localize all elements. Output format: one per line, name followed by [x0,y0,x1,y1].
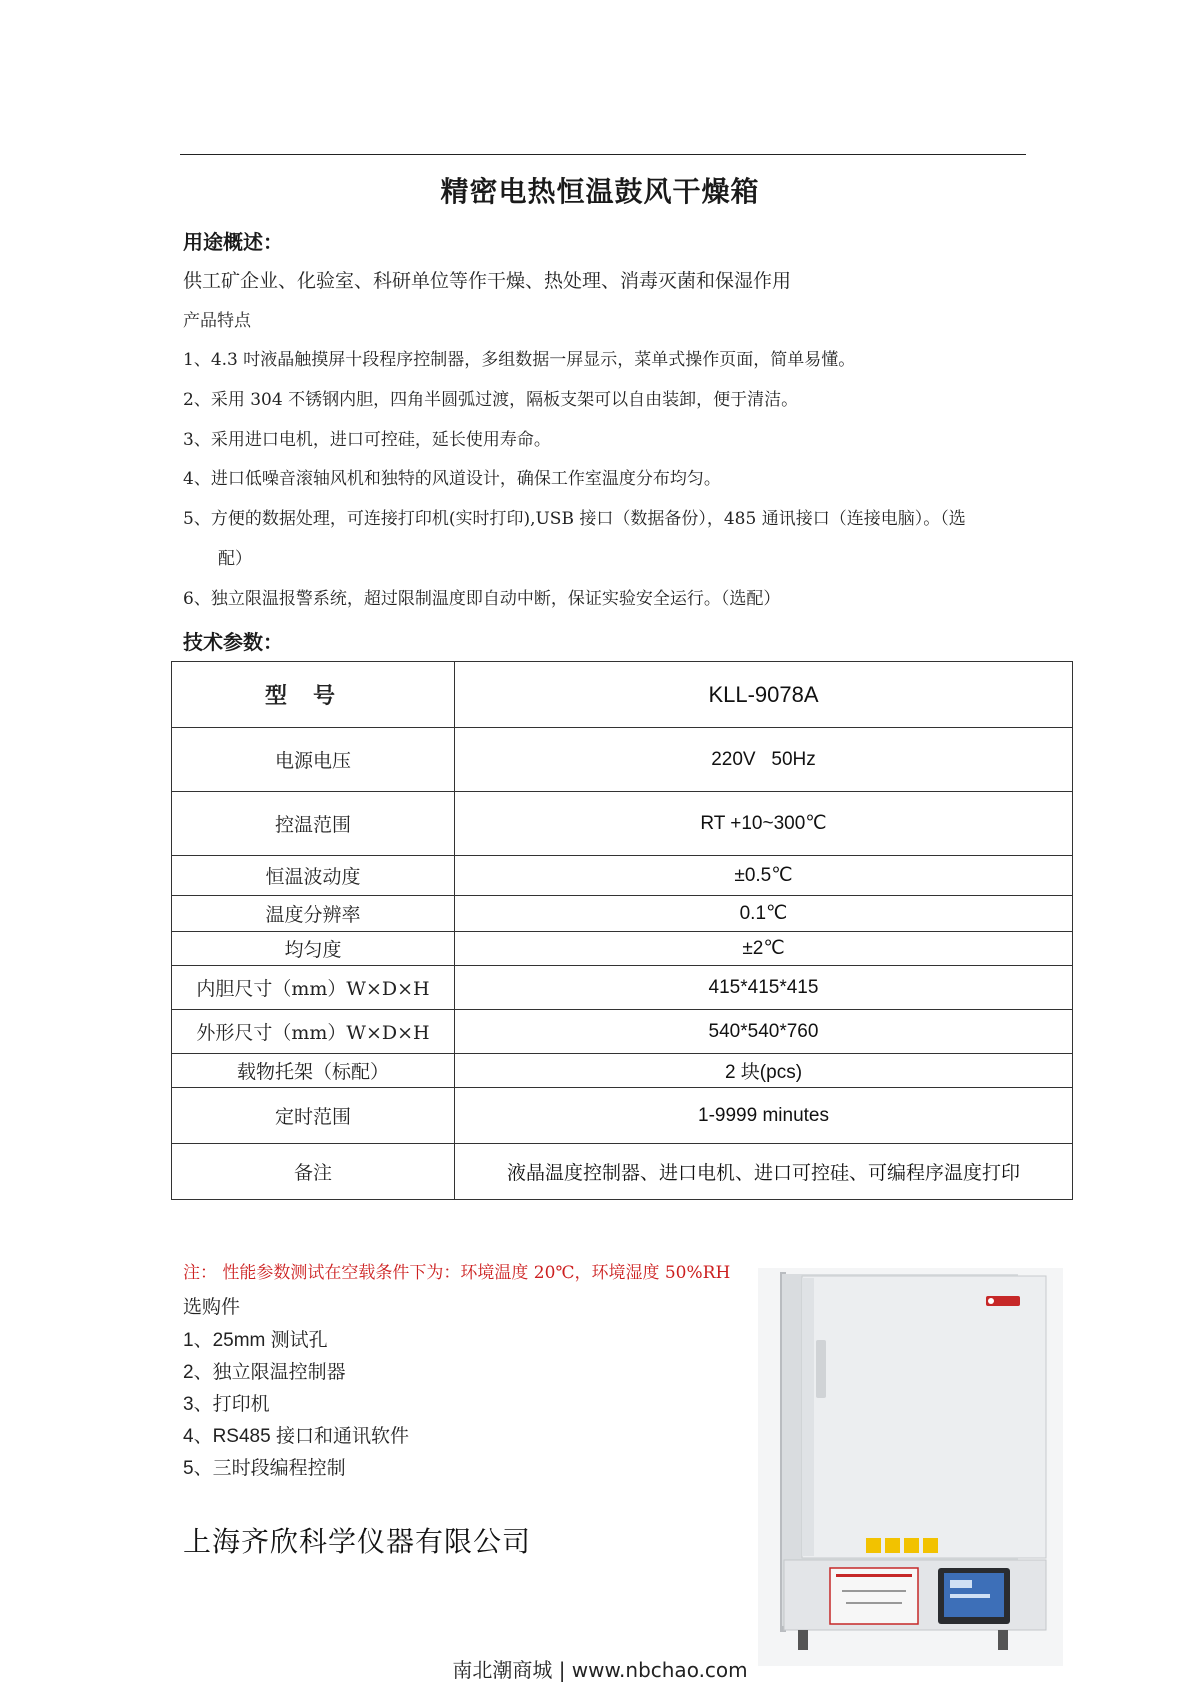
spec-value: 液晶温度控制器、进口电机、进口可控硅、可编程序温度打印 [455,1144,1073,1200]
table-row [172,896,1073,932]
feature-item: 4、进口低噪音滚轴风机和独特的风道设计，确保工作室温度分布均匀。 [183,469,721,489]
drying-oven-photo [758,1268,1063,1666]
option-item: 2、独立限温控制器 [183,1362,346,1383]
table-row [172,792,1073,856]
top-rule [180,154,1026,155]
feature-item: 3、采用进口电机，进口可控硅，延长使用寿命。 [183,430,551,450]
spec-key: 定时范围 [172,1088,455,1144]
footer-watermark: 南北潮商城 | www.nbchao.com [452,1658,748,1682]
spec-key: 控温范围 [172,792,455,856]
table-row [172,932,1073,966]
feature-item-continuation: 配） [218,549,252,569]
table-row [172,1054,1073,1088]
table-row [172,1088,1073,1144]
spec-value: 540*540*760 [455,1010,1073,1054]
spec-value: ±2℃ [455,932,1073,966]
table-row [172,1144,1073,1200]
options-heading: 选购件 [183,1297,241,1318]
feature-item: 2、采用 304 不锈钢内胆，四角半圆弧过渡，隔板支架可以自由装卸，便于清洁。 [183,390,799,410]
table-row [172,662,1073,728]
spec-value: 415*415*415 [455,966,1073,1010]
spec-value: RT +10~300℃ [455,792,1073,856]
spec-value: 1-9999 minutes [455,1088,1073,1144]
table-row [172,856,1073,896]
spec-value: ±0.5℃ [455,856,1073,896]
table-row [172,728,1073,792]
spec-value: KLL-9078A [455,662,1073,728]
spec-key: 备注 [172,1144,455,1200]
company-name: 上海齐欣科学仪器有限公司 [183,1525,532,1558]
option-item: 1、25mm 测试孔 [183,1330,328,1351]
usage-heading: 用途概述： [183,230,283,254]
spec-key: 温度分辨率 [172,896,455,932]
spec-key: 型号 [172,662,455,728]
spec-value: 2 块(pcs) [455,1054,1073,1088]
spec-key: 内胆尺寸（mm）W×D×H [172,966,455,1010]
spec-key: 载物托架（标配） [172,1054,455,1088]
table-row [172,966,1073,1010]
spec-key: 均匀度 [172,932,455,966]
spec-table [171,661,1073,1200]
option-item: 3、打印机 [183,1394,270,1415]
feature-item: 5、方便的数据处理，可连接打印机(实时打印),USB 接口（数据备份），485 通讯接口（连接电脑）。（选 [183,509,966,529]
specs-heading: 技术参数： [183,630,283,654]
table-row [172,1010,1073,1054]
usage-text: 供工矿企业、化验室、科研单位等作干燥、热处理、消毒灭菌和保湿作用 [183,270,792,292]
feature-item: 1、4.3 吋液晶触摸屏十段程序控制器，多组数据一屏显示，菜单式操作页面，简单易懂。 [183,350,856,370]
spec-key: 恒温波动度 [172,856,455,896]
feature-item: 6、独立限温报警系统，超过限制温度即自动中断，保证实验安全运行。（选配） [183,589,781,609]
test-condition-note: 注： 性能参数测试在空载条件下为：环境温度 20℃，环境湿度 50%RH [183,1263,731,1283]
option-item: 5、三时段编程控制 [183,1458,346,1479]
features-heading: 产品特点 [183,311,251,331]
spec-value: 0.1℃ [455,896,1073,932]
option-item: 4、RS485 接口和通讯软件 [183,1426,409,1447]
spec-value: 220V 50Hz [455,728,1073,792]
spec-key: 外形尺寸（mm）W×D×H [172,1010,455,1054]
document-title: 精密电热恒温鼓风干燥箱 [440,175,760,208]
spec-key: 电源电压 [172,728,455,792]
